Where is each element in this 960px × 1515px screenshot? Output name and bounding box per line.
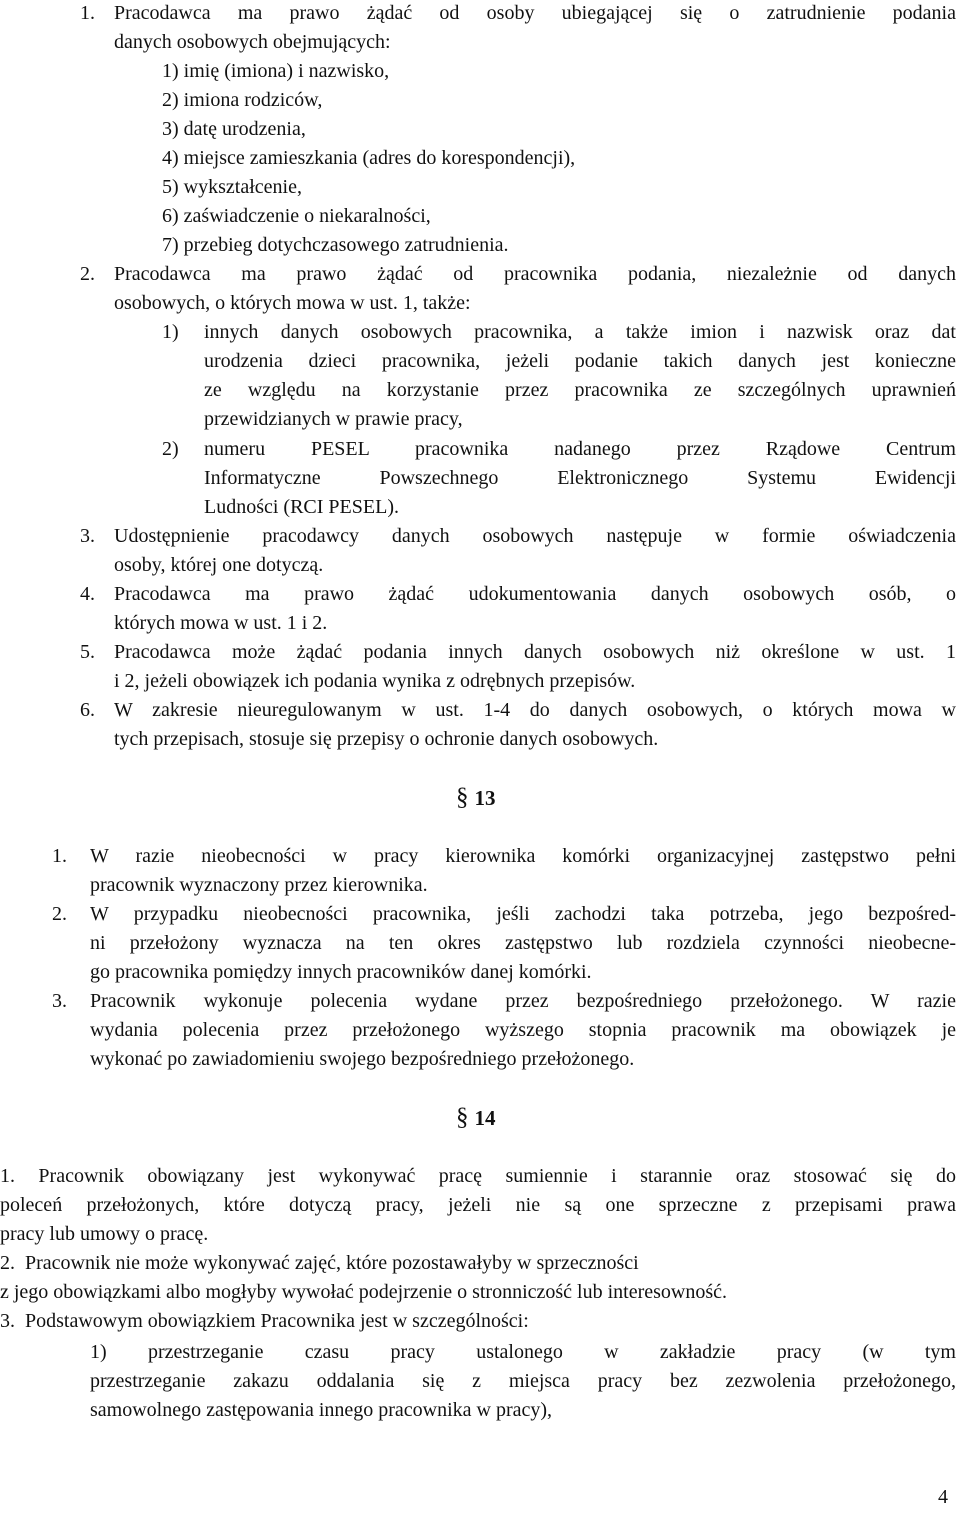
list-item-line: ze względu na korzystanie przez pracownika ze szczególnych uprawnień: [204, 379, 956, 401]
point-text-line: poleceń przełożonych, które dotyczą pracy, jeżeli nie są one sprzeczne z przepisami prawa: [0, 1194, 956, 1216]
point-text-line: 2. Pracownik nie może wykonywać zajęć, które pozostawałyby w sprzeczności: [0, 1252, 639, 1274]
point-text-line: go pracownika pomiędzy innych pracowników danej komórki.: [90, 961, 592, 983]
point-number: 3.: [52, 990, 67, 1012]
point-text-line: W zakresie nieuregulowanym w ust. 1-4 do danych osobowych, o których mowa w: [114, 699, 956, 721]
point-text-line: z jego obowiązkami albo mogłyby wywołać podejrzenie o stronniczość lub interesowność.: [0, 1281, 728, 1303]
section-number: 14: [474, 1106, 496, 1130]
point-text-line: W przypadku nieobecności pracownika, jeśli zachodzi taka potrzeba, jego bezpośred-: [90, 903, 956, 925]
page-number: 4: [938, 1486, 948, 1508]
list-item-line: przewidzianych w prawie pracy,: [204, 408, 463, 430]
point-number: 1.: [52, 845, 67, 867]
section-heading-13: [456, 783, 496, 813]
point-number: 5.: [80, 641, 95, 663]
point-text-line: 1. Pracownik obowiązany jest wykonywać pracę sumiennie i starannie oraz stosować się do: [0, 1165, 956, 1187]
point-text-line: pracy lub umowy o pracę.: [0, 1223, 209, 1245]
section-sign: §: [456, 1104, 469, 1131]
list-item-line: przestrzeganie zakazu oddalania się z miejsca pracy bez zezwolenia przełożonego,: [90, 1370, 956, 1392]
point-number: 3.: [80, 525, 95, 547]
point-text-line: których mowa w ust. 1 i 2.: [114, 612, 328, 634]
point-number: 1.: [80, 2, 95, 24]
list-item-line: 1) przestrzeganie czasu pracy ustalonego w zakładzie pracy (w tym: [90, 1341, 956, 1363]
list-item: 1) imię (imiona) i nazwisko,: [162, 60, 390, 82]
point-text-line: Pracodawca ma prawo żądać od osoby ubiegającej się o zatrudnienie podania: [114, 2, 956, 24]
section-sign: §: [456, 784, 469, 811]
point-text-line: wykonać po zawiadomieniu swojego bezpośredniego przełożonego.: [90, 1048, 635, 1070]
list-item-number: 2): [162, 438, 179, 460]
list-item: 5) wykształcenie,: [162, 176, 302, 198]
point-text-line: tych przepisach, stosuje się przepisy o ochronie danych osobowych.: [114, 728, 659, 750]
section-number: 13: [474, 786, 496, 810]
point-text-line: Pracodawca ma prawo żądać udokumentowania danych osobowych osób, o: [114, 583, 956, 605]
point-text-line: Pracownik wykonuje polecenia wydane przez bezpośredniego przełożonego. W razie: [90, 990, 956, 1012]
point-text-line: W razie nieobecności w pracy kierownika komórki organizacyjnej zastępstwo pełni: [90, 845, 956, 867]
section-heading-14: [456, 1103, 496, 1133]
point-text-line: 3. Podstawowym obowiązkiem Pracownika jest w szczególności:: [0, 1310, 529, 1332]
list-item-line: Ludności (RCI PESEL).: [204, 496, 399, 518]
point-text-line: ni przełożony wyznacza na ten okres zastępstwo lub rozdziela czynności nieobecne-: [90, 932, 956, 954]
list-item: 2) imiona rodziców,: [162, 89, 323, 111]
point-number: 4.: [80, 583, 95, 605]
point-text-line: Pracodawca ma prawo żądać od pracownika podania, niezależnie od danych: [114, 263, 956, 285]
point-number: 6.: [80, 699, 95, 721]
list-item-number: 1): [162, 321, 179, 343]
point-number: 2.: [52, 903, 67, 925]
point-text-line: Pracodawca może żądać podania innych danych osobowych niż określone w ust. 1: [114, 641, 956, 663]
point-text-line: osobowych, o których mowa w ust. 1, także:: [114, 292, 471, 314]
list-item-line: numeru PESEL pracownika nadanego przez Rządowe Centrum: [204, 438, 956, 460]
point-text-line: Udostępnienie pracodawcy danych osobowych następuje w formie oświadczenia: [114, 525, 956, 547]
point-text-line: osoby, której one dotyczą.: [114, 554, 324, 576]
point-text-line: pracownik wyznaczony przez kierownika.: [90, 874, 428, 896]
list-item: 7) przebieg dotychczasowego zatrudnienia.: [162, 234, 509, 256]
list-item-line: urodzenia dzieci pracownika, jeżeli podanie takich danych jest konieczne: [204, 350, 956, 372]
point-text-line: i 2, jeżeli obowiązek ich podania wynika z odrębnych przepisów.: [114, 670, 636, 692]
list-item: 6) zaświadczenie o niekaralności,: [162, 205, 431, 227]
list-item-line: samowolnego zastępowania innego pracownika w pracy),: [90, 1399, 553, 1421]
list-item: 3) datę urodzenia,: [162, 118, 306, 140]
list-item-line: Informatyczne Powszechnego Elektronicznego Systemu Ewidencji: [204, 467, 956, 489]
list-item: 4) miejsce zamieszkania (adres do korespondencji),: [162, 147, 576, 169]
point-text-line: wydania polecenia przez przełożonego wyższego stopnia pracownik ma obowiązek je: [90, 1019, 956, 1041]
point-text-line: danych osobowych obejmujących:: [114, 31, 391, 53]
point-number: 2.: [80, 263, 95, 285]
list-item-line: innych danych osobowych pracownika, a także imion i nazwisk oraz dat: [204, 321, 956, 343]
